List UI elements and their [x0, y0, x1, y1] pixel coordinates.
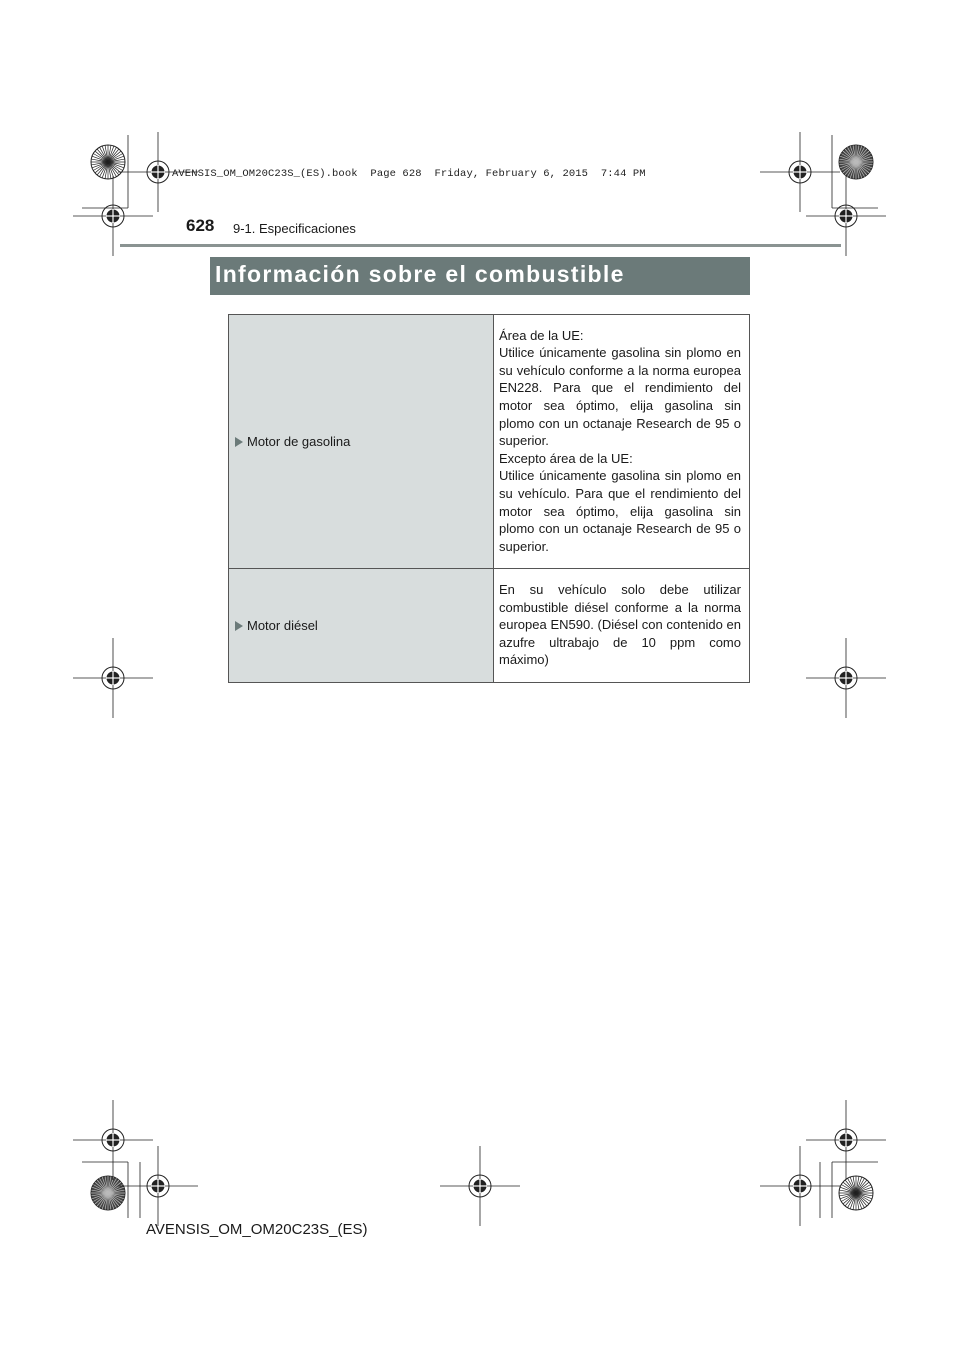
row-label: Motor de gasolina [247, 434, 351, 449]
color-target-icon [91, 145, 125, 179]
header-rule [120, 244, 841, 247]
section-heading: 9-1. Especificaciones [233, 221, 356, 236]
registration-mark-icon [806, 1100, 886, 1180]
book-file-info: AVENSIS_OM_OM20C23S_(ES).book Page 628 Friday, February 6, 2015 7:44 PM [172, 168, 646, 180]
value-line: Excepto área de la UE: [499, 450, 633, 466]
registration-mark-icon [73, 638, 153, 718]
color-target-icon [91, 1176, 125, 1210]
row-label-cell [229, 569, 494, 683]
value-line: En su vehículo solo debe utilizar combustible diésel conforme a la norma europea EN590. (Diésel con contenido en azufre ultrabajo de 10 ppm como máximo) [499, 582, 741, 668]
color-target-icon [839, 145, 873, 179]
registration-mark-icon [806, 638, 886, 718]
title-bar [210, 257, 750, 295]
fuel-table [228, 314, 750, 683]
triangle-bullet-icon [235, 621, 243, 631]
page-number: 628 [186, 216, 215, 235]
registration-mark-icon [440, 1146, 520, 1226]
registration-mark-icon [760, 1146, 840, 1226]
table-row [229, 569, 750, 683]
registration-mark-icon [760, 132, 840, 212]
value-line: Utilice únicamente gasolina sin plomo en su vehículo conforme a la norma europea EN228. Para que el rendimiento del motor sea óptimo, elija gasolina sin plomo con un octanaje Research de 95 o superior. [499, 345, 741, 449]
row-value-cell [494, 315, 750, 569]
registration-mark-icon [118, 1146, 198, 1226]
triangle-bullet-icon [235, 437, 243, 447]
row-value-cell [494, 569, 750, 683]
value-line: Utilice únicamente gasolina sin plomo en su vehículo. Para que el rendimiento del motor sea óptimo, elija gasolina sin plomo con un octanaje Research de 95 o superior. [499, 468, 741, 554]
value-line: Área de la UE: [499, 327, 584, 343]
table-row [229, 315, 750, 569]
page-title: Información sobre el combustible [215, 261, 625, 287]
color-target-icon [839, 1176, 873, 1210]
row-label-cell [229, 315, 494, 569]
registration-mark-icon [73, 1100, 153, 1180]
row-label: Motor diésel [247, 618, 318, 633]
footer-code: AVENSIS_OM_OM20C23S_(ES) [146, 1221, 368, 1238]
